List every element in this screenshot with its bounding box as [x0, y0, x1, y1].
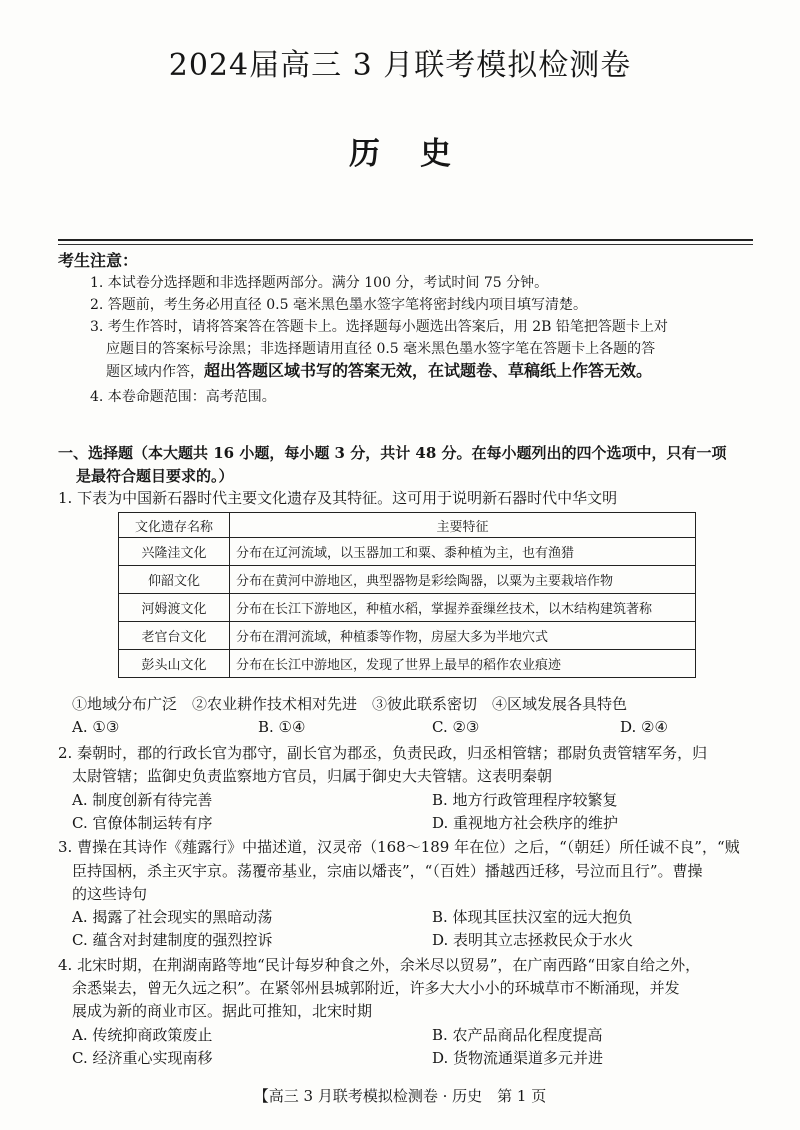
notice-item-3-line-2: 应题目的答案标号涂黑；非选择题请用直径 0.5 毫米黑色墨水签字笔在答题卡上各题的答 — [106, 341, 656, 357]
q3-stem-line-2: 臣持国柄，杀主灭宇京。荡覆帝基业，宗庙以燔丧”，“（百姓）播越西迁移，号泣而且行”。曹操 — [72, 862, 703, 880]
notice-item-3-line-3 — [106, 360, 750, 383]
table-cell-feature: 分布在长江下游地区，种植水稻，掌握养蚕缫丝技术，以木结构建筑著称 — [230, 594, 696, 622]
q2-option-b[interactable]: B. 地方行政管理程序较繁复 — [432, 791, 618, 809]
table-cell-name: 老官台文化 — [119, 622, 230, 650]
q4-option-a[interactable]: A. 传统抑商政策废止 — [72, 1026, 213, 1044]
table-cell-name: 彭头山文化 — [119, 650, 230, 678]
q3-option-a[interactable]: A. 揭露了社会现实的黑暗动荡 — [72, 908, 273, 926]
table-row — [119, 650, 696, 678]
table-row — [119, 622, 696, 650]
q3-option-b[interactable]: B. 体现其匡扶汉室的远大抱负 — [432, 908, 633, 926]
q3-stem-line-1: 3. 曹操在其诗作《薤露行》中描述道，汉灵帝（168～189 年在位）之后，“（朝廷）所任诚不良”，“贼 — [58, 838, 740, 856]
q2-option-c[interactable]: C. 官僚体制运转有序 — [72, 814, 213, 832]
exam-title: 2024届高三 3 月联考模拟检测卷 — [168, 48, 632, 83]
subject-title: 历史 — [349, 136, 491, 172]
q2-stem-line-1: 2. 秦朝时，郡的行政长官为郡守，副长官为郡丞，负责民政，归丞相管辖；郡尉负责管辖军务，归 — [58, 744, 708, 762]
divider-thin — [58, 244, 753, 245]
table-header-name: 文化遗存名称 — [119, 513, 230, 538]
table-row — [119, 538, 696, 566]
q1-option-d[interactable]: D. ②④ — [620, 718, 668, 736]
q4-option-b[interactable]: B. 农产品商品化程度提高 — [432, 1026, 603, 1044]
notice-item-4: 4. 本卷命题范围：高考范围。 — [90, 389, 276, 405]
q2-option-a[interactable]: A. 制度创新有待完善 — [72, 791, 213, 809]
table-cell-feature: 分布在长江中游地区，发现了世界上最早的稻作农业痕迹 — [230, 650, 696, 678]
q1-option-b[interactable]: B. ①④ — [258, 718, 306, 736]
notice-item-3-prefix: 题区域内作答， — [106, 364, 204, 380]
table-cell-feature: 分布在辽河流域，以玉器加工和粟、黍种植为主，也有渔猎 — [230, 538, 696, 566]
table-row — [119, 566, 696, 594]
table-header-row — [119, 513, 696, 538]
q3-stem-line-3: 的这些诗句 — [72, 885, 148, 903]
table-cell-name: 仰韶文化 — [119, 566, 230, 594]
table-cell-feature: 分布在黄河中游地区，典型器物是彩绘陶器，以粟为主要栽培作物 — [230, 566, 696, 594]
notice-item-1: 1. 本试卷分选择题和非选择题两部分。满分 100 分，考试时间 75 分钟。 — [90, 275, 549, 291]
notice-heading: 考生注意： — [58, 251, 139, 270]
divider-thick — [58, 239, 753, 241]
q4-option-c[interactable]: C. 经济重心实现南移 — [72, 1049, 213, 1067]
notice-item-3-emphasis: 超出答题区域书写的答案无效，在试题卷、草稿纸上作答无效。 — [204, 361, 653, 380]
notice-item-2: 2. 答题前，考生务必用直径 0.5 毫米黑色墨水签字笔将密封线内项目填写清楚。 — [90, 297, 587, 313]
q4-stem-line-3: 展成为新的商业市区。据此可推知，北宋时期 — [72, 1002, 373, 1020]
q1-option-c[interactable]: C. ②③ — [432, 718, 480, 736]
q4-stem-line-2: 余悉粜去，曾无久远之积”。在紧邻州县城郭附近，许多大大小小的环城草市不断涌现，并发 — [72, 979, 680, 997]
table-cell-name: 兴隆洼文化 — [119, 538, 230, 566]
q1-table — [118, 512, 696, 678]
section-heading — [58, 442, 758, 488]
table-cell-name: 河姆渡文化 — [119, 594, 230, 622]
q2-stem-line-2: 太尉管辖；监御史负责监察地方官员，归属于御史大夫管辖。这表明秦朝 — [72, 767, 553, 785]
section-heading-line-2: 是最符合题目要求的。） — [76, 467, 234, 485]
q3-option-c[interactable]: C. 蕴含对封建制度的强烈控诉 — [72, 931, 273, 949]
table-header-feature: 主要特征 — [230, 513, 696, 538]
table-row — [119, 594, 696, 622]
q1-option-a[interactable]: A. ①③ — [72, 718, 120, 736]
q4-stem-line-1: 4. 北宋时期，在荆湖南路等地“民计每岁种食之外，余米尽以贸易”，在广南西路“田家自给之外， — [58, 956, 701, 974]
notice-item-3-line-1: 3. 考生作答时，请将答案答在答题卡上。选择题每小题选出答案后，用 2B 铅笔把答题卡上对 — [90, 319, 668, 335]
q2-option-d[interactable]: D. 重视地方社会秩序的维护 — [432, 814, 619, 832]
q4-option-d[interactable]: D. 货物流通渠道多元并进 — [432, 1049, 604, 1067]
q1-stem: 1. 下表为中国新石器时代主要文化遗存及其特征。这可用于说明新石器时代中华文明 — [58, 489, 618, 507]
table-cell-feature: 分布在渭河流域，种植黍等作物，房屋大多为半地穴式 — [230, 622, 696, 650]
q3-option-d[interactable]: D. 表明其立志拯救民众于水火 — [432, 931, 634, 949]
page-footer: 【高三 3 月联考模拟检测卷 · 历史 第 1 页 — [253, 1087, 547, 1105]
q1-statements: ①地域分布广泛 ②农业耕作技术相对先进 ③彼此联系密切 ④区域发展各具特色 — [72, 695, 628, 713]
section-heading-line-1: 一、选择题（本大题共 16 小题，每小题 3 分，共计 48 分。在每小题列出的四个选项中，只有一项 — [58, 444, 727, 462]
